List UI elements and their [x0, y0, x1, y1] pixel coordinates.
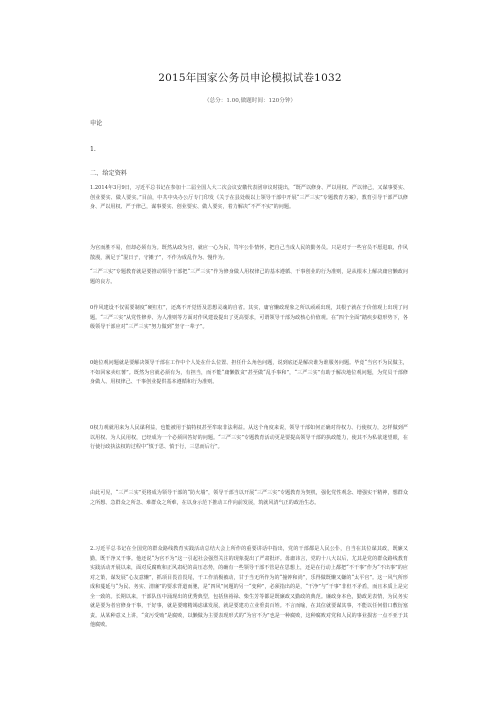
question-number: 1.	[90, 146, 96, 153]
paragraph: 0权力观就用来为人民谋利益，也能被用于搞特权甚至牟取非法利益。从这个角度来说，领导干部如何正确对待权力、行使权力，怎样做到严以用权、为人民用权，已经成为一个必须回答好的问题。“三严三实”专题教育活动更是要提高领导干部的执政能力，使其不为私欲迷望眼，在行使行政执法权的过程中“慎于思、慎于行，三思而后行”。	[90, 425, 408, 450]
exam-meta: （总分：1.00,做题时间：120分钟）	[203, 98, 297, 104]
section-label: 申论	[90, 120, 103, 127]
material-heading: 二、给定资料	[90, 170, 128, 177]
paragraph: 2.习近平总书记在全国党的群众路线教育实践活动总结大会上所作的重要讲话中指出，党的干部都是人民公仆，自当在其位谋其政，既廉又勤，既干净又干事。他还说“为官不为”这一引起社会强烈关注的现象提出了严肃批评。毋庸讳言，党的十八大以后，尤其是党的群众路线教育实践活动开展以来，面对反腐败和正风肃纪的高压态势，的确有一些领导干部不管是在思想上，还是在行动上都把“不干事”作为“不出事”的应对之策，谋发展“心友意懒”，抓项目畏首畏尾，干工作消极被动，甘于当无所作为的“撞钟和尚”，乐得做既懒又嫌的“太平官”。这一风气所形成和蔓延与“为民、务实、清廉”的要求背道而驰，是“四风”问题的另一“变种”，必须指出的是，“干净”与“干事”非但不矛盾，而且本质上是完全一致的。长期以来，干部队伍中涌现出的优秀典型，包括焦裕禄、柴生芳等都是既廉政又勤政的典范。廉政身本色，勤政见表情，为民务实就是要为者官修身干事，干好事，就是要赌精竭虑谋发展，就是要建功立业垂责百姓。不言而喻，在其位就要谋其事，不能以任何借口敷衍塞责。从某种意义上讲，“贪污受贿”是腐败，以懒做为主要表现形式的“为官不为”也是一种腐败，这种腐败对党和人民的事业损害一点不亚于其他腐败。	[90, 546, 408, 628]
paragraph: 0她位观问题就是要解决领导干部在工作中个人处在什么位置、担任什么角色问题，说到底还是解决谁为谁服务问题。毕竟“当官不为民做主，不如回家卖红薯”。既然为官就必须有为，有担当，而不能“庸懒散贪”甚至做“乱手事和”，“三严三实”有助于解决地位观问题，为党员干部修身做人、用权律己、干事创业提供基本遵循和行为准则。	[90, 360, 408, 385]
paragraph: 为官而胜不易，但却必须有为。既然从政为官，就应一心为民，笃牢公仆情怀，把自己当成人民的勤务员。只是对于一些官员不愿进取、作风散漫，满足于“混日子，守摊子”，不作为成乱作为、慢作为。	[90, 245, 408, 261]
paragraph: 0作风建设不仅需要制度“硬杠杠”，还离不开觉悟及思想灵魂的自省。其实，庸官懒政现象之所以顽顽出现，其根子就在于价值观上出现了问题。“三严三实”从党性修养、为人准则等方面对作风建设提出了更高要求，可谓领导干部为政核心价值观。在“四个全面”踏疾步稳形势下，各级领导干部应对“三严三实”努力做到“坚守一辈子”。	[90, 305, 408, 330]
paragraph: “三严三实”专题教育就是要推动领导干部把“三严三实”作为修身做人用权律己的基本遵循、干事创业的行为准则，是从根本上解决庸官懒政问题的良方。	[90, 269, 408, 285]
paragraph: 1.2014年3月9日，习近平总书记在参加十二届全国人大二次会议安徽代表团审议时提出，“既严以修身、严以用权、严以律己，又谋事要实、创业要实、做人要实。”目前，中共中央办公厅专门印发《关于在县处级以上领导干部中开展“三严三实”专题教育方案》，教育引导干部严以修身、严以用权、严于律己，谋事要实、创业要实、做人要实，着力解决“不严不实”的问题。	[90, 185, 408, 210]
document-title: 2015年国家公务员申论模拟试卷1032	[158, 72, 342, 84]
paragraph: 由此可见，“三严三实”更将成为领导干部的“防火墙”，领导干部当以开展“三严三实”专题教育为契机，强化党性观念、增强实干精神，想群众之所想、急群众之所急、难群众之所难，在以身示范下推动工作向前发展，筑就风清气正的政治生态。	[90, 490, 408, 506]
